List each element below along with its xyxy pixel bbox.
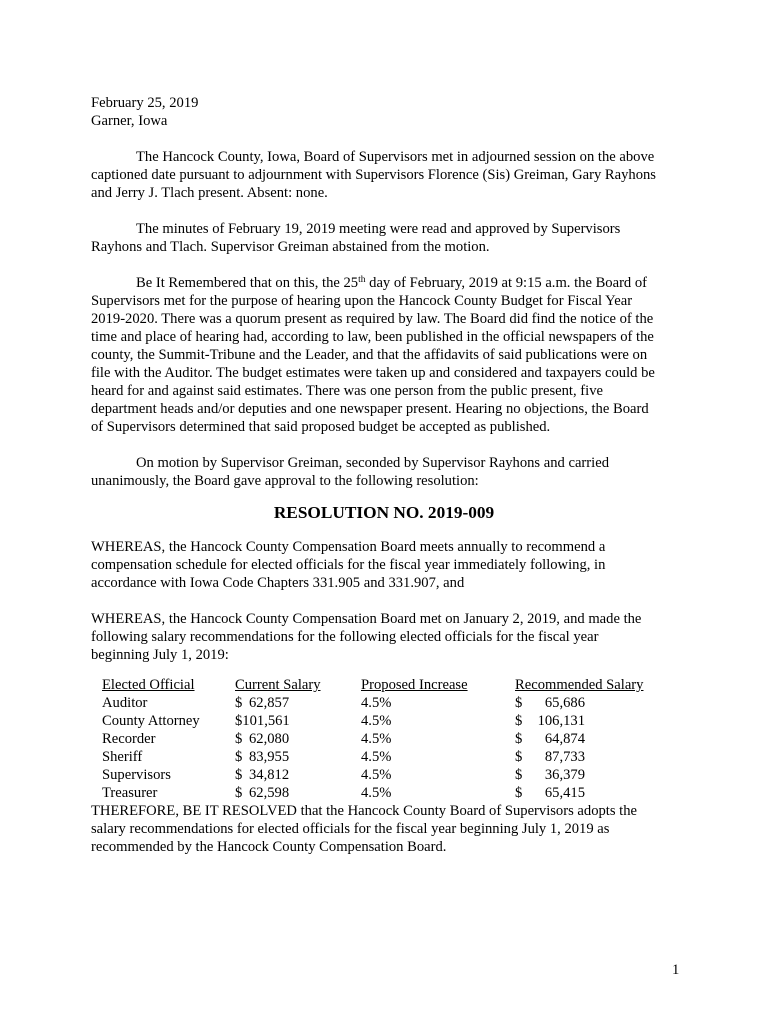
paragraph-line: compensation schedule for elected officials for the fiscal year immediately following, in	[91, 557, 606, 573]
current-salary-value: 34,812	[249, 767, 290, 783]
table-row	[102, 748, 665, 766]
currency-symbol: $	[235, 785, 243, 801]
current-salary-cell	[235, 694, 361, 712]
currency-symbol: $	[235, 713, 243, 729]
paragraph-line: file with the Auditor. The budget estimates were taken up and considered and taxpayers could be	[91, 365, 655, 381]
paragraph-line: of Supervisors determined that said proposed budget be accepted as published.	[91, 419, 551, 435]
paragraph-line: beginning July 1, 2019:	[91, 647, 229, 663]
whereas-clause-1	[91, 538, 677, 592]
official-cell: Sheriff	[102, 749, 143, 765]
currency-symbol: $	[235, 767, 243, 783]
current-salary-value: 83,955	[249, 749, 290, 765]
official-cell: Recorder	[102, 731, 156, 747]
page-number: 1	[672, 962, 680, 978]
paragraph-minutes	[91, 220, 677, 256]
table-row	[102, 694, 665, 712]
recommended-salary-value: 36,379	[544, 767, 585, 783]
official-cell: Treasurer	[102, 785, 158, 801]
recommended-salary-value: 106,131	[537, 713, 585, 729]
paragraph-text: Be It Remembered that on this, the 25	[136, 275, 359, 291]
current-salary-cell	[235, 784, 361, 802]
currency-symbol: $	[515, 767, 523, 783]
paragraph-line: accordance with Iowa Code Chapters 331.905 and 331.907, and	[91, 575, 465, 591]
ordinal-suffix: th	[358, 275, 366, 285]
currency-symbol: $	[515, 695, 523, 711]
paragraph-motion	[91, 454, 677, 490]
paragraph-line: department heads and/or deputies and one newspaper present. Hearing no objections, the Board	[91, 401, 649, 417]
currency-symbol: $	[515, 785, 523, 801]
table-row	[102, 712, 665, 730]
recommended-salary-cell	[515, 712, 665, 730]
paragraph-line: county, the Summit-Tribune and the Leader, and that the affidavits of said publications were on	[91, 347, 648, 363]
recommended-salary-value: 65,686	[544, 695, 585, 711]
column-header-increase: Proposed Increase	[361, 677, 468, 693]
paragraph-line: On motion by Supervisor Greiman, seconded by Supervisor Rayhons and carried	[136, 455, 609, 471]
paragraph-line: WHEREAS, the Hancock County Compensation Board met on January 2, 2019, and made the	[91, 611, 642, 627]
paragraph-line: captioned date pursuant to adjournment with Supervisors Florence (Sis) Greiman, Gary Rayhons	[91, 167, 656, 183]
meeting-date: February 25, 2019	[91, 95, 199, 111]
increase-cell: 4.5%	[361, 713, 392, 729]
paragraph-line: The Hancock County, Iowa, Board of Supervisors met in adjourned session on the above	[136, 149, 655, 165]
recommended-salary-cell	[515, 784, 665, 802]
document-page	[91, 94, 677, 856]
paragraph-line	[91, 274, 677, 292]
current-salary-value: 62,598	[249, 785, 290, 801]
current-salary-cell	[235, 748, 361, 766]
column-header-official: Elected Official	[102, 677, 195, 693]
paragraph-line: recommended by the Hancock County Compensation Board.	[91, 839, 447, 855]
currency-symbol: $	[235, 749, 243, 765]
recommended-salary-cell	[515, 766, 665, 784]
currency-symbol: $	[235, 695, 243, 711]
paragraph-line: Rayhons and Tlach. Supervisor Greiman abstained from the motion.	[91, 239, 490, 255]
current-salary-cell	[235, 766, 361, 784]
paragraph-attendance	[91, 148, 677, 202]
salary-table	[102, 677, 665, 802]
paragraph-line: unanimously, the Board gave approval to the following resolution:	[91, 473, 479, 489]
official-cell: Auditor	[102, 695, 148, 711]
current-salary-value: 62,857	[249, 695, 290, 711]
paragraph-line: salary recommendations for elected officials for the fiscal year beginning July 1, 2019 as	[91, 821, 610, 837]
table-row	[102, 730, 665, 748]
table-row	[102, 784, 665, 802]
paragraph-line: and Jerry J. Tlach present. Absent: none.	[91, 185, 328, 201]
whereas-clause-2	[91, 610, 677, 664]
increase-cell: 4.5%	[361, 785, 392, 801]
current-salary-cell	[235, 730, 361, 748]
table-row	[102, 766, 665, 784]
recommended-salary-value: 65,415	[544, 785, 585, 801]
recommended-salary-value: 87,733	[544, 749, 585, 765]
meeting-location: Garner, Iowa	[91, 113, 168, 129]
recommended-salary-cell	[515, 748, 665, 766]
therefore-clause	[91, 802, 677, 856]
resolution-title: RESOLUTION NO. 2019-009	[273, 503, 495, 522]
recommended-salary-cell	[515, 730, 665, 748]
table-header-row	[102, 677, 665, 694]
currency-symbol: $	[515, 749, 523, 765]
increase-cell: 4.5%	[361, 695, 392, 711]
paragraph-line: The minutes of February 19, 2019 meeting were read and approved by Supervisors	[136, 221, 621, 237]
current-salary-cell	[235, 712, 361, 730]
official-cell: Supervisors	[102, 767, 171, 783]
recommended-salary-value: 64,874	[544, 731, 585, 747]
paragraph-line: time and place of hearing had, according to law, been published in the official newspapers of the	[91, 329, 654, 345]
paragraph-line: 2019-2020. There was a quorum present as required by law. The Board did find the notice of the	[91, 311, 654, 327]
paragraph-text: day of February, 2019 at 9:15 a.m. the Board of	[365, 275, 648, 291]
increase-cell: 4.5%	[361, 731, 392, 747]
official-cell: County Attorney	[102, 713, 200, 729]
paragraph-line: heard for and against said estimates. There was one person from the public present, five	[91, 383, 603, 399]
paragraph-budget-hearing	[91, 274, 677, 436]
current-salary-value: 101,561	[242, 713, 290, 729]
column-header-current: Current Salary	[235, 677, 321, 693]
currency-symbol: $	[515, 731, 523, 747]
column-header-recommended: Recommended Salary	[515, 677, 644, 693]
paragraph-line: following salary recommendations for the following elected officials for the fiscal year	[91, 629, 599, 645]
increase-cell: 4.5%	[361, 767, 392, 783]
paragraph-line: THEREFORE, BE IT RESOLVED that the Hancock County Board of Supervisors adopts the	[91, 803, 637, 819]
increase-cell: 4.5%	[361, 749, 392, 765]
paragraph-line: Supervisors met for the purpose of hearing upon the Hancock County Budget for Fiscal Year	[91, 293, 633, 309]
paragraph-line: WHEREAS, the Hancock County Compensation Board meets annually to recommend a	[91, 539, 606, 555]
currency-symbol: $	[515, 713, 523, 729]
current-salary-value: 62,080	[249, 731, 290, 747]
currency-symbol: $	[235, 731, 243, 747]
recommended-salary-cell	[515, 694, 665, 712]
